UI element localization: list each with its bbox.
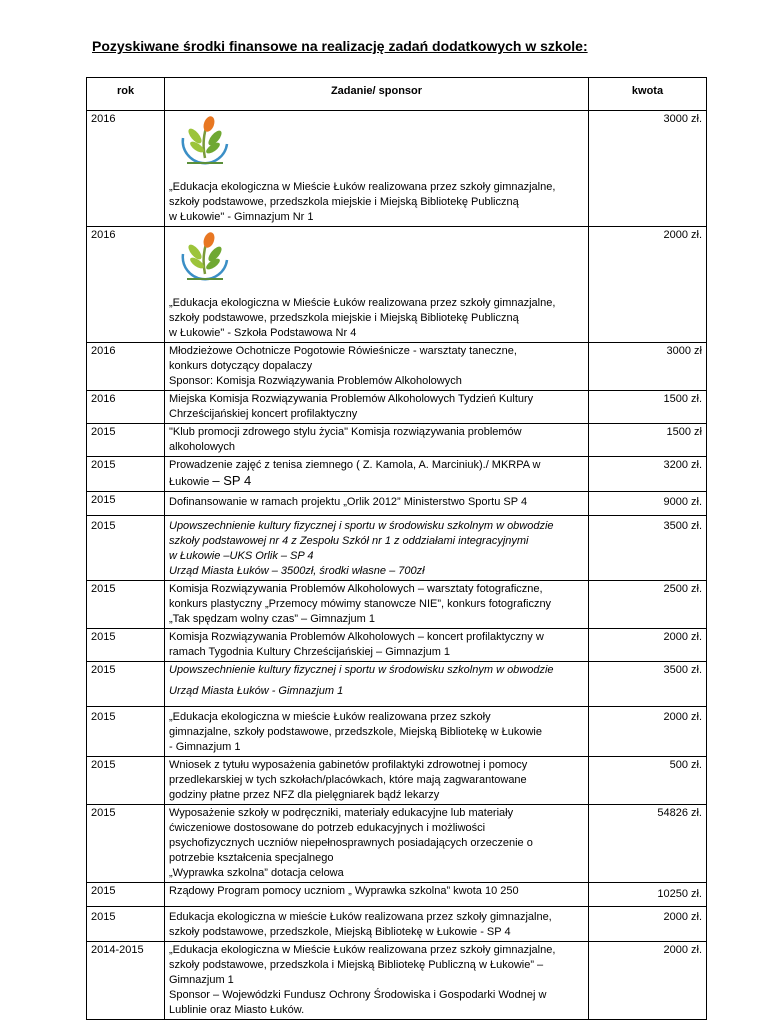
table-header-row: [87, 78, 707, 111]
eco-education-logo: [173, 114, 237, 170]
table-row: [87, 581, 707, 629]
task-line: Wniosek z tytułu wyposażenia gabinetów profilaktyki zdrowotnej i pomocy: [169, 759, 528, 771]
task-line: Edukacja ekologiczna w mieście Łuków realizowana przez szkoły gimnazjalne,: [169, 911, 552, 923]
task-line: „Edukacja ekologiczna w Mieście Łuków realizowana przez szkoły gimnazjalne,: [169, 944, 556, 956]
task-line: Prowadzenie zajęć z tenisa ziemnego ( Z. Kamola, A. Marciniuk)./ MKRPA w: [169, 459, 541, 471]
row-amount: 3200 zł.: [589, 457, 707, 492]
task-line: potrzebie kształcenia specjalnego: [169, 852, 334, 864]
task-line: Komisja Rozwiązywania Problemów Alkoholowych – koncert profilaktyczny w: [169, 631, 544, 643]
row-amount: 3000 zł: [589, 343, 707, 391]
row-amount: 54826 zł.: [589, 805, 707, 883]
task-line: Młodzieżowe Ochotnicze Pogotowie Rówieśnicze - warsztaty taneczne,: [169, 345, 517, 357]
task-line: Urząd Miasta Łuków – 3500zł, środki własne – 700zł: [169, 565, 425, 577]
funding-table: [86, 77, 707, 1020]
task-line: w Łukowie –UKS Orlik – SP 4: [169, 550, 314, 562]
header-task: Zadanie/ sponsor: [165, 78, 589, 111]
row-task: [165, 516, 589, 581]
row-year: 2014-2015: [87, 942, 165, 1020]
table-row: [87, 516, 707, 581]
row-task: [165, 391, 589, 424]
row-amount: 1500 zł: [589, 424, 707, 457]
table-row: [87, 492, 707, 516]
row-task: [165, 111, 589, 227]
row-amount: 2000 zł.: [589, 942, 707, 1020]
task-line: [169, 473, 584, 490]
table-row: [87, 457, 707, 492]
eco-education-logo: [173, 230, 237, 286]
task-line: „Edukacja ekologiczna w Mieście Łuków realizowana przez szkoły gimnazjalne,: [169, 181, 556, 193]
table-row: [87, 707, 707, 757]
row-amount: 2000 zł.: [589, 907, 707, 942]
row-amount: 2000 zł.: [589, 629, 707, 662]
task-line: „Edukacja ekologiczna w mieście Łuków realizowana przez szkoły: [169, 711, 491, 723]
row-year: 2015: [87, 662, 165, 707]
row-task: [165, 883, 589, 907]
task-line: „Wyprawka szkolna” dotacja celowa: [169, 867, 344, 879]
page-title: Pozyskiwane środki finansowe na realizację zadań dodatkowych w szkole:: [92, 38, 588, 54]
table-row: [87, 227, 707, 343]
task-line: Gimnazjum 1: [169, 974, 234, 986]
row-amount: 1500 zł.: [589, 391, 707, 424]
task-line: „Edukacja ekologiczna w Mieście Łuków realizowana przez szkoły gimnazjalne,: [169, 297, 556, 309]
table-row: [87, 424, 707, 457]
task-line: Sponsor – Wojewódzki Fundusz Ochrony Środowiska i Gospodarki Wodnej w: [169, 989, 547, 1001]
task-line: Lublinie oraz Miasto Łuków.: [169, 1004, 305, 1016]
task-line: szkoły podstawowe, przedszkola miejskie i Miejską Bibliotekę Publiczną: [169, 196, 519, 208]
task-line: Urząd Miasta Łuków - Gimnazjum 1: [169, 685, 344, 697]
task-line: Komisja Rozwiązywania Problemów Alkoholowych – warsztaty fotograficzne,: [169, 583, 543, 595]
row-amount: 2000 zł.: [589, 707, 707, 757]
row-year: 2015: [87, 516, 165, 581]
table-row: [87, 343, 707, 391]
row-task: [165, 707, 589, 757]
row-year: 2015: [87, 581, 165, 629]
row-task: [165, 662, 589, 707]
header-amount: kwota: [589, 78, 707, 111]
row-amount: 10250 zł.: [589, 883, 707, 907]
row-amount: 3000 zł.: [589, 111, 707, 227]
table-row: [87, 629, 707, 662]
header-year: rok: [87, 78, 165, 111]
task-line: w Łukowie" - Szkoła Podstawowa Nr 4: [169, 327, 357, 339]
row-year: 2015: [87, 907, 165, 942]
row-year: 2015: [87, 757, 165, 805]
task-line: psychofizycznych uczniów niepełnosprawnych posiadających orzeczenie o: [169, 837, 533, 849]
row-year: 2016: [87, 343, 165, 391]
row-amount: 2500 zł.: [589, 581, 707, 629]
task-line: "Klub promocji zdrowego stylu życia" Komisja rozwiązywania problemów: [169, 426, 522, 438]
row-year: 2015: [87, 492, 165, 516]
table-row: [87, 757, 707, 805]
row-task: [165, 227, 589, 343]
task-line: konkurs dotyczący dopalaczy: [169, 360, 313, 372]
table-row: [87, 942, 707, 1020]
row-task: [165, 492, 589, 516]
row-year: 2015: [87, 883, 165, 907]
task-line: przedlekarskiej w tych szkołach/placówkach, które mają zagwarantowane: [169, 774, 527, 786]
table-row: [87, 391, 707, 424]
row-amount: 500 zł.: [589, 757, 707, 805]
task-line: „Tak spędzam wolny czas” – Gimnazjum 1: [169, 613, 376, 625]
task-line: Wyposażenie szkoły w podręczniki, materiały edukacyjne lub materiały: [169, 807, 514, 819]
table-row: [87, 662, 707, 707]
task-line: Dofinansowanie w ramach projektu „Orlik 2012” Ministerstwo Sportu SP 4: [169, 496, 528, 508]
task-line: ramach Tygodnia Kultury Chrześcijańskiej – Gimnazjum 1: [169, 646, 451, 658]
row-task: [165, 942, 589, 1020]
row-year: 2015: [87, 629, 165, 662]
task-text: Łukowie: [169, 476, 213, 488]
row-year: 2015: [87, 457, 165, 492]
table-row: [87, 805, 707, 883]
task-line: Upowszechnienie kultury fizycznej i sportu w środowisku szkolnym w obwodzie: [169, 664, 554, 676]
row-task: [165, 907, 589, 942]
row-amount: 3500 zł.: [589, 662, 707, 707]
task-line: Miejska Komisja Rozwiązywania Problemów Alkoholowych Tydzień Kultury: [169, 393, 534, 405]
task-line: szkoły podstawowe, przedszkola miejskie i Miejską Bibliotekę Publiczną: [169, 312, 519, 324]
task-line: szkoły podstawowej nr 4 z Zespołu Szkół nr 1 z oddziałami integracyjnymi: [169, 535, 529, 547]
row-task: [165, 629, 589, 662]
task-line: gimnazjalne, szkoły podstawowe, przedszkole, Miejską Bibliotekę w Łukowie: [169, 726, 542, 738]
row-amount: 3500 zł.: [589, 516, 707, 581]
task-line: konkurs plastyczny „Przemocy mówimy stanowcze NIE”, konkurs fotograficzny: [169, 598, 552, 610]
row-year: 2016: [87, 111, 165, 227]
row-task: [165, 424, 589, 457]
table-row: [87, 907, 707, 942]
row-amount: 2000 zł.: [589, 227, 707, 343]
row-task: [165, 805, 589, 883]
task-line: Chrześcijańskiej koncert profilaktyczny: [169, 408, 358, 420]
task-line: w Łukowie" - Gimnazjum Nr 1: [169, 211, 314, 223]
row-year: 2015: [87, 805, 165, 883]
school-tag: – SP 4: [212, 473, 252, 488]
row-task: [165, 757, 589, 805]
row-amount: 9000 zł.: [589, 492, 707, 516]
table-row: [87, 111, 707, 227]
row-task: [165, 343, 589, 391]
task-line: godziny płatne przez NFZ dla pielęgniarek bądź lekarzy: [169, 789, 440, 801]
task-line: Rządowy Program pomocy uczniom „ Wyprawka szkolna” kwota 10 250: [169, 885, 519, 897]
row-task: [165, 581, 589, 629]
task-line: - Gimnazjum 1: [169, 741, 241, 753]
task-line: Upowszechnienie kultury fizycznej i sportu w środowisku szkolnym w obwodzie: [169, 520, 554, 532]
row-task: [165, 457, 589, 492]
task-line: szkoły podstawowe, przedszkole, Miejską Bibliotekę w Łukowie - SP 4: [169, 926, 511, 938]
task-line: Sponsor: Komisja Rozwiązywania Problemów Alkoholowych: [169, 375, 462, 387]
row-year: 2015: [87, 707, 165, 757]
task-line: szkoły podstawowe, przedszkola i Miejską Bibliotekę Publiczną w Łukowie” –: [169, 959, 544, 971]
task-line: ćwiczeniowe dostosowane do potrzeb edukacyjnych i możliwości: [169, 822, 486, 834]
row-year: 2016: [87, 227, 165, 343]
row-year: 2015: [87, 424, 165, 457]
row-year: 2016: [87, 391, 165, 424]
table-row: [87, 883, 707, 907]
task-line: alkoholowych: [169, 441, 236, 453]
